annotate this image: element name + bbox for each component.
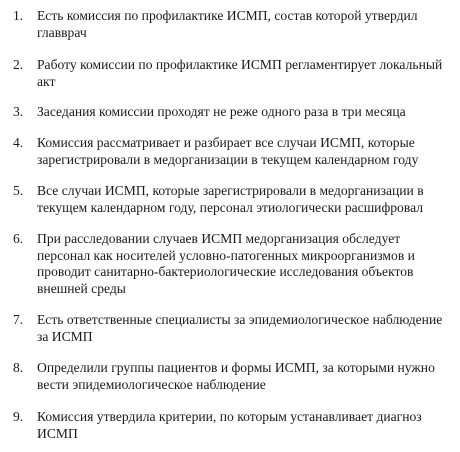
item-text <box>37 183 453 216</box>
item-text <box>37 231 453 297</box>
item-number: 7. <box>13 312 24 327</box>
item-text-line: персонал как носителей условно-патогенных микроорганизмов и <box>37 247 415 263</box>
item-text-line: Комиссия утвердила критерии, по которым устанавливает диагноз <box>37 409 422 424</box>
item-text-line: зарегистрировали в медорганизации в текущем календарном году <box>37 151 419 167</box>
item-number: 9. <box>13 409 24 424</box>
item-number: 4. <box>13 135 24 150</box>
item-number: 6. <box>13 231 24 246</box>
item-text-line: текущем календарном году, персонал этиологически расшифровал <box>37 199 424 215</box>
item-text-line: Работу комиссии по профилактике ИСМП регламентирует локальный <box>37 57 443 72</box>
item-text-line: проводит санитарно-бактериологические исследования объектов <box>37 264 414 280</box>
item-text <box>37 8 453 41</box>
item-number: 3. <box>13 104 24 119</box>
list-item <box>13 135 453 168</box>
list-item <box>13 312 453 345</box>
item-text-line: акт <box>37 73 56 89</box>
list-item <box>13 231 453 297</box>
item-number: 8. <box>13 360 24 375</box>
item-text <box>37 104 453 121</box>
list-item <box>13 360 453 393</box>
item-text-line: ИСМП <box>37 425 78 441</box>
item-number: 5. <box>13 183 24 198</box>
item-text-line: внешней среды <box>37 280 126 296</box>
item-text <box>37 360 453 393</box>
item-number: 2. <box>13 57 24 72</box>
item-text-line: вести эпидемиологическое наблюдение <box>37 376 266 392</box>
list-item <box>13 8 453 41</box>
item-text-line: за ИСМП <box>37 328 93 344</box>
item-text <box>37 312 453 345</box>
item-text-line: При расследовании случаев ИСМП медорганизация обследует <box>37 231 401 246</box>
item-text <box>37 409 453 442</box>
item-text-line: Есть ответственные специалисты за эпидемиологическое наблюдение <box>37 312 443 327</box>
item-text-line: главврач <box>37 24 87 40</box>
list-item <box>13 183 453 216</box>
item-text <box>37 135 453 168</box>
item-text-line: Заседания комиссии проходят не реже одного раза в три месяца <box>37 104 406 119</box>
item-text-line: Комиссия рассматривает и разбирает все случаи ИСМП, которые <box>37 135 415 150</box>
item-number: 1. <box>13 8 24 23</box>
item-text-line: Все случаи ИСМП, которые зарегистрировали в медорганизации в <box>37 183 424 198</box>
item-text-line: Определили группы пациентов и формы ИСМП, за которыми нужно <box>37 360 435 375</box>
list-item <box>13 57 453 90</box>
list-item <box>13 104 453 121</box>
item-text-line: Есть комиссия по профилактике ИСМП, состав которой утвердил <box>37 8 418 23</box>
list-item <box>13 409 453 442</box>
item-text <box>37 57 453 90</box>
